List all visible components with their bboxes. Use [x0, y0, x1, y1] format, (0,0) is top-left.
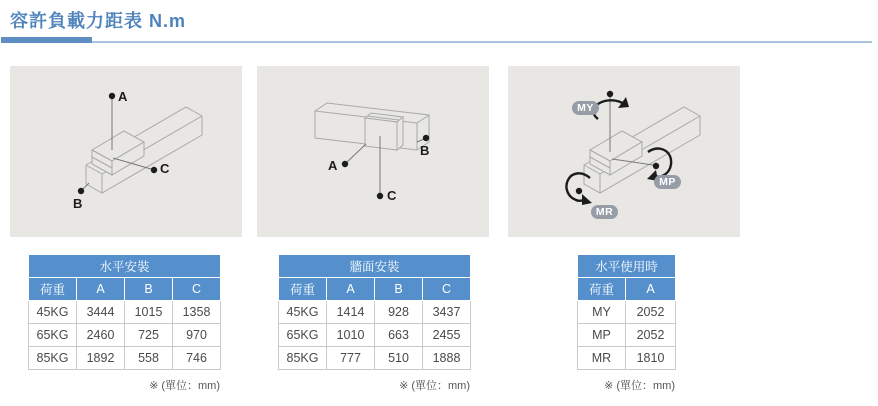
table-cell: 928: [375, 301, 423, 324]
unit-note: ※ (單位：mm): [399, 380, 470, 392]
table-title: 水平安裝: [29, 255, 221, 278]
axis-label-b: B: [73, 196, 83, 211]
table-cell: MR: [578, 347, 626, 370]
table-row: [578, 324, 676, 347]
table-cell: 85KG: [279, 347, 327, 370]
table-row: [578, 301, 676, 324]
slider-block: [92, 131, 144, 175]
unit-note: ※ (單位：mm): [604, 380, 675, 392]
table-row: [29, 301, 221, 324]
table-row: [29, 324, 221, 347]
table-cell: 2455: [423, 324, 471, 347]
diagram-wall-mount: [257, 66, 489, 237]
table-row: [279, 301, 471, 324]
load-table: [278, 254, 471, 370]
table-cell: 45KG: [29, 301, 77, 324]
table-cell: 3437: [423, 301, 471, 324]
table-cell: 777: [327, 347, 375, 370]
column-header: A: [327, 278, 375, 301]
column-header: C: [423, 278, 471, 301]
table-cell: 2052: [626, 324, 676, 347]
axis-label-a: A: [328, 158, 338, 173]
page-title: 容許負載力距表 N.m: [10, 11, 187, 31]
axis-label-c: C: [387, 188, 397, 203]
table-cell: 45KG: [279, 301, 327, 324]
axis-label-b: B: [420, 143, 430, 158]
header-row: [578, 278, 676, 301]
slider-block: [365, 113, 403, 150]
table-horizontal-use: [577, 254, 675, 393]
table-cell: 65KG: [29, 324, 77, 347]
header-row: [29, 278, 221, 301]
axis-b-dot: [423, 135, 429, 141]
column-header: B: [375, 278, 423, 301]
table-cell: 663: [375, 324, 423, 347]
mr-rotation-arrow: [566, 173, 590, 200]
axis-a-dot: [342, 161, 348, 167]
my-axis-dot: [607, 91, 613, 97]
table-cell: 1810: [626, 347, 676, 370]
mr-badge: MR: [591, 205, 618, 219]
table-cell: 2052: [626, 301, 676, 324]
table-cell: 3444: [77, 301, 125, 324]
axis-b-dot: [78, 188, 84, 194]
mr-axis-dot: [576, 188, 582, 194]
table-cell: 65KG: [279, 324, 327, 347]
axis-c-dot: [377, 193, 383, 199]
table-cell: 1892: [77, 347, 125, 370]
diagram-horizontal-mount: [10, 66, 242, 237]
column-header: A: [626, 278, 676, 301]
title-divider-accent: [1, 37, 92, 43]
mp-badge: MP: [654, 175, 681, 189]
column-header: A: [77, 278, 125, 301]
wall-mount-drawing: [257, 66, 489, 237]
table-cell: 85KG: [29, 347, 77, 370]
table-cell: 1010: [327, 324, 375, 347]
table-cell: 2460: [77, 324, 125, 347]
table-cell: 746: [173, 347, 221, 370]
column-header: 荷重: [578, 278, 626, 301]
column-header: C: [173, 278, 221, 301]
axis-a-dot: [109, 93, 115, 99]
load-table: [28, 254, 221, 370]
table-cell: 1414: [327, 301, 375, 324]
table-cell: 1888: [423, 347, 471, 370]
table-cell: 725: [125, 324, 173, 347]
table-horizontal-mount: [28, 254, 220, 393]
table-cell: 510: [375, 347, 423, 370]
moment-axes-drawing: [508, 66, 740, 237]
diagram-moment-axes: [508, 66, 740, 237]
table-title: 牆面安裝: [279, 255, 471, 278]
slider-block: [590, 131, 642, 175]
unit-note: ※ (單位：mm): [149, 380, 220, 392]
table-title: 水平使用時: [578, 255, 676, 278]
table-cell: 1015: [125, 301, 173, 324]
table-row: [279, 324, 471, 347]
column-header: 荷重: [29, 278, 77, 301]
table-wall-mount: [278, 254, 470, 393]
column-header: B: [125, 278, 173, 301]
table-row: [279, 347, 471, 370]
axis-label-a: A: [118, 89, 128, 104]
axis-c-dot: [151, 167, 157, 173]
load-table: [577, 254, 676, 370]
title-divider-line: [1, 41, 872, 43]
table-cell: MY: [578, 301, 626, 324]
my-badge: MY: [572, 101, 599, 115]
table-cell: 1358: [173, 301, 221, 324]
axis-label-c: C: [160, 161, 170, 176]
header-row: [279, 278, 471, 301]
table-row: [578, 347, 676, 370]
column-header: 荷重: [279, 278, 327, 301]
table-cell: MP: [578, 324, 626, 347]
table-row: [29, 347, 221, 370]
mp-axis-dot: [653, 163, 659, 169]
table-cell: 970: [173, 324, 221, 347]
table-cell: 558: [125, 347, 173, 370]
